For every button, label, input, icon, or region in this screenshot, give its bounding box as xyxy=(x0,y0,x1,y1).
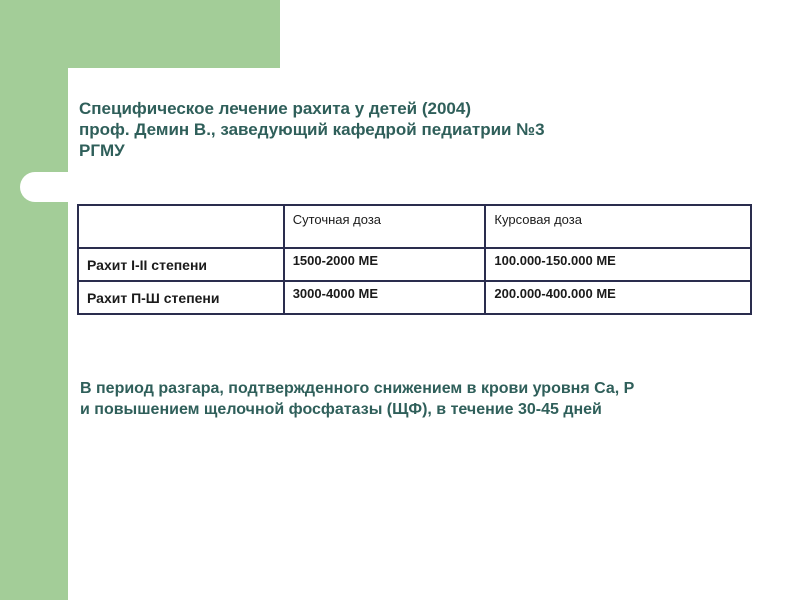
table-row xyxy=(78,248,751,281)
table-header-cell: Курсовая доза xyxy=(485,205,751,248)
title-line-1: Специфическое лечение рахита у детей (2004) xyxy=(79,99,471,118)
slide-title xyxy=(79,98,679,161)
table-cell: 1500-2000 МЕ xyxy=(284,248,486,281)
table-header-row xyxy=(78,205,751,248)
decor-green-left xyxy=(0,0,68,600)
note-line-1: В период разгара, подтвержденного снижением в крови уровня Са, Р xyxy=(80,380,635,397)
dosage-table xyxy=(77,204,752,315)
note-line-2: и повышением щелочной фосфатазы (ЩФ), в течение 30-45 дней xyxy=(80,401,602,418)
table-cell: 100.000-150.000 МЕ xyxy=(485,248,751,281)
table-header-cell xyxy=(78,205,284,248)
table-cell: 200.000-400.000 МЕ xyxy=(485,281,751,314)
table-row xyxy=(78,281,751,314)
table-row-label: Рахит I-II степени xyxy=(78,248,284,281)
title-line-2: проф. Демин В., заведующий кафедрой педиатрии №3 xyxy=(79,120,545,139)
treatment-note xyxy=(80,378,780,420)
decor-white-tab xyxy=(20,172,100,202)
table-header-cell: Суточная доза xyxy=(284,205,486,248)
table-row-label: Рахит П-Ш степени xyxy=(78,281,284,314)
table-cell: 3000-4000 МЕ xyxy=(284,281,486,314)
title-line-3: РГМУ xyxy=(79,141,125,160)
